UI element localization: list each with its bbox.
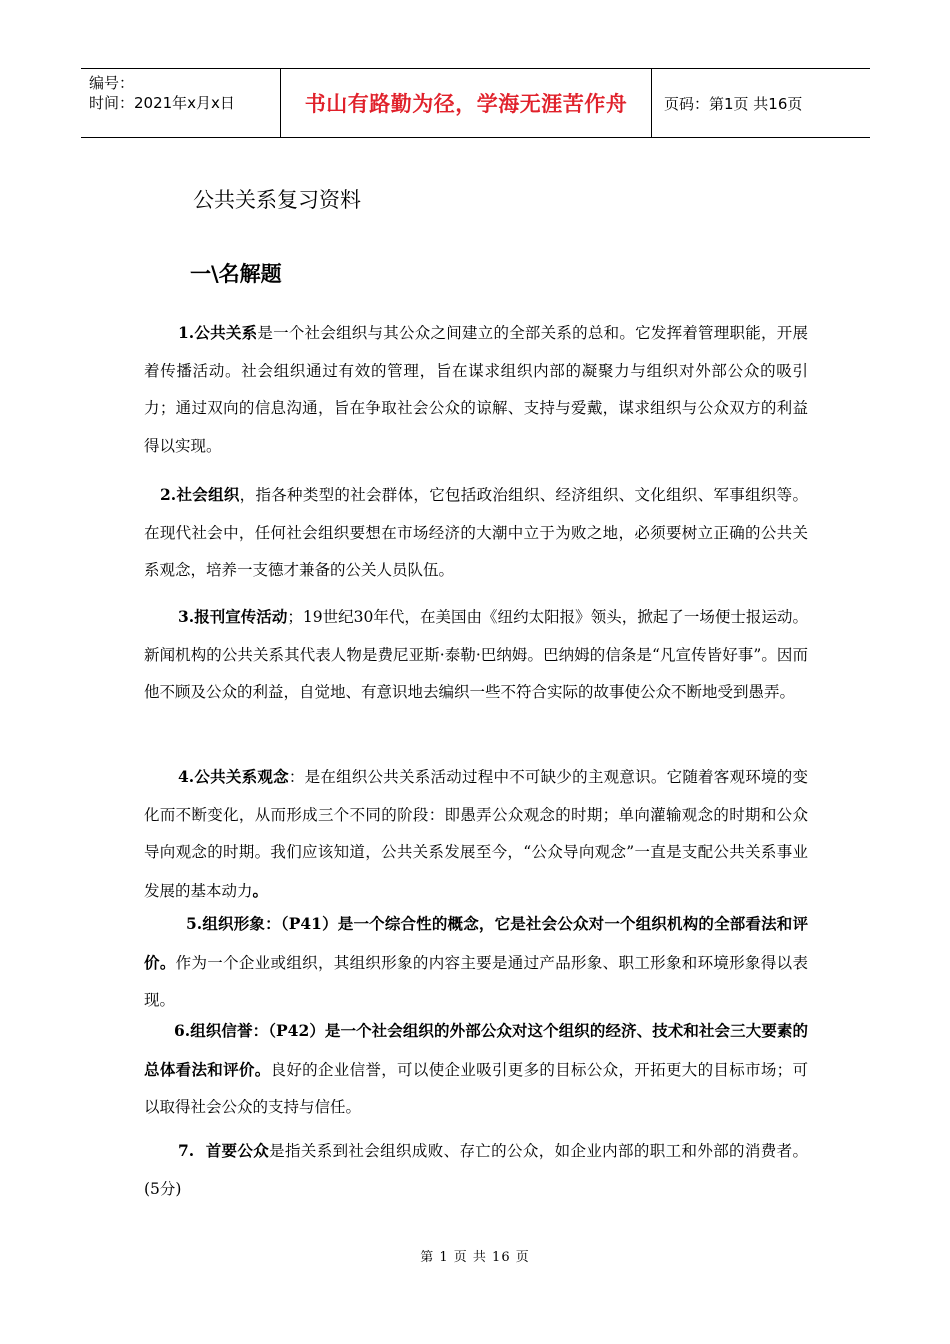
item-term: 5.组织形象：（P41）是一个综合性的概念，它是社会公众对一个组织机构的全部看法和评价。 bbox=[144, 914, 808, 972]
motto: 书山有路勤为径，学海无涯苦作舟 bbox=[281, 69, 652, 137]
item-2 bbox=[144, 476, 808, 590]
item-text: ，指各种类型的社会群体，它包括政治组织、经济组织、文化组织、军事组织等。在现代社会中，任何社会组织要想在市场经济的大潮中立于为败之地，必须要树立正确的公共关系观念，培养一支德才兼备的公关人员队伍。 bbox=[144, 486, 808, 579]
item-6 bbox=[144, 1012, 808, 1127]
item-text: 良好的企业信誉，可以使企业吸引更多的目标公众，开拓更大的目标市场；可以取得社会公众的支持与信任。 bbox=[144, 1060, 808, 1116]
item-term: 1.公共关系 bbox=[178, 323, 258, 342]
item-3 bbox=[144, 598, 808, 712]
item-term: 3.报刊宣传活动 bbox=[178, 607, 288, 626]
item-7 bbox=[144, 1132, 808, 1208]
item-text: 作为一个企业或组织，其组织形象的内容主要是通过产品形象、职工形象和环境形象得以表现。 bbox=[144, 953, 808, 1009]
number-label: 编号： bbox=[89, 74, 135, 92]
item-text: ；19世纪30年代，在美国由《纽约太阳报》领头，掀起了一场便士报运动。新闻机构的公共关系其代表人物是费尼亚斯·泰勒·巴纳姆。巴纳姆的信条是“凡宣传皆好事”。因而他不顾及公众的利益，自觉地、有意识地去编织一些不符合实际的故事使公众不断地受到愚弄。 bbox=[144, 608, 808, 701]
item-term: 6.组织信誉：（P42）是一个社会组织的外部公众对这个组织的经济、技术和社会三大要素的总体看法和评价。 bbox=[144, 1021, 808, 1079]
item-term: 7. 首要公众 bbox=[178, 1141, 270, 1160]
page-footer: 第 1 页 共 16 页 bbox=[420, 1250, 530, 1265]
item-tail: 。 bbox=[252, 880, 269, 900]
item-text: ：是在组织公共关系活动过程中不可缺少的主观意识。它随着客观环境的变化而不断变化，从而形成三个不同的阶段：即愚弄公众观念的时期；单向灌输观念的时期和公众导向观念的时期。我们应该知道，公共关系发展至今，“公众导向观念”一直是支配公共关系事业发展的基本动力 bbox=[144, 768, 808, 900]
section-title: 一\名解题 bbox=[190, 262, 282, 286]
header-left-cell bbox=[81, 69, 281, 137]
time-label: 时间：2021年x月x日 bbox=[89, 94, 235, 112]
item-5 bbox=[144, 905, 808, 1020]
item-text: 是指关系到社会组织成败、存亡的公众，如企业内部的职工和外部的消费者。(5分) bbox=[144, 1142, 808, 1198]
document-title: 公共关系复习资料 bbox=[193, 188, 361, 212]
item-term: 2.社会组织 bbox=[160, 485, 240, 504]
item-text: 是一个社会组织与其公众之间建立的全部关系的总和。它发挥着管理职能，开展着传播活动。社会组织通过有效的管理，旨在谋求组织内部的凝聚力与组织对外部公众的吸引力；通过双向的信息沟通，旨在争取社会公众的谅解、支持与爱戴，谋求组织与公众双方的利益得以实现。 bbox=[144, 324, 808, 455]
header-table bbox=[81, 68, 870, 138]
item-term: 4.公共关系观念 bbox=[178, 767, 289, 786]
item-4 bbox=[144, 758, 808, 910]
page-info: 页码：第1页 共16页 bbox=[664, 94, 803, 113]
item-1 bbox=[144, 314, 808, 465]
